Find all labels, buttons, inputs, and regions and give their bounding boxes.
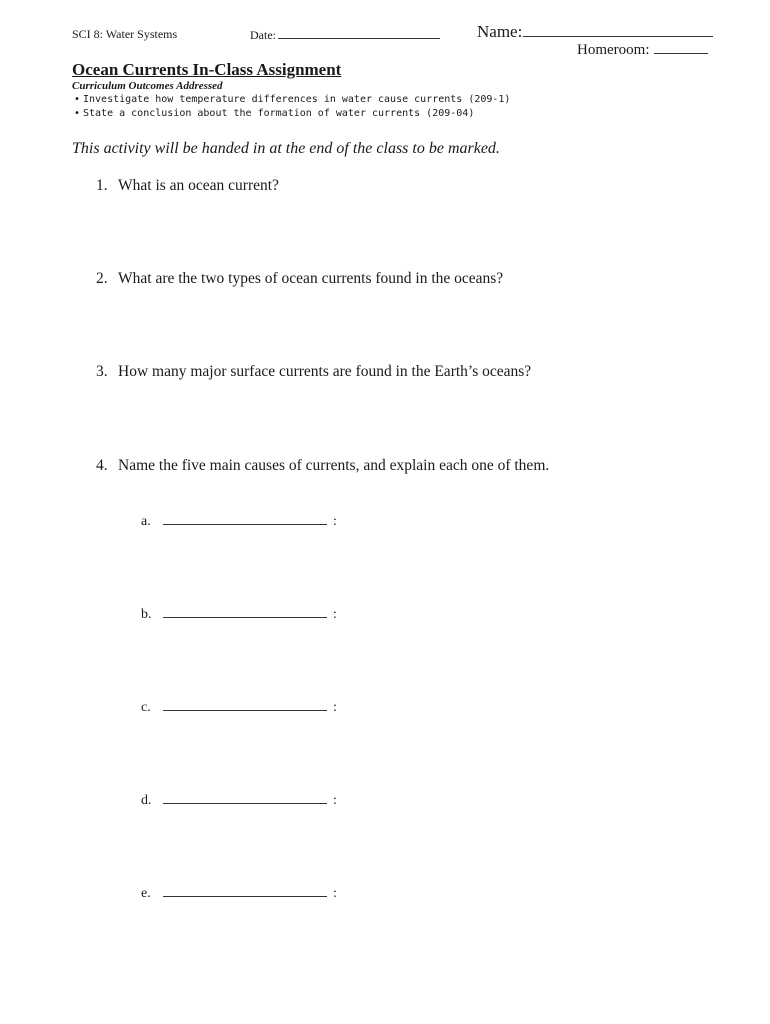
answer-colon: : xyxy=(333,793,337,808)
question-text: Name the five main causes of currents, and explain each one of them. xyxy=(118,457,550,474)
answer-blank-line[interactable] xyxy=(163,884,327,897)
answer-colon: : xyxy=(333,700,337,715)
question-number: 2. xyxy=(96,270,108,287)
outcome-text: Investigate how temperature differences in water cause currents (209-1) xyxy=(83,94,511,105)
answer-letter: e. xyxy=(141,886,151,901)
answer-row-b xyxy=(141,605,337,623)
homeroom-field[interactable] xyxy=(577,41,708,59)
question-2 xyxy=(96,270,503,288)
answer-letter: d. xyxy=(141,793,152,808)
question-number: 3. xyxy=(96,363,108,380)
outcome-text: State a conclusion about the formation of water currents (209-04) xyxy=(83,108,475,119)
answer-blank-line[interactable] xyxy=(163,512,327,525)
question-1 xyxy=(96,177,279,195)
outcomes-heading: Curriculum Outcomes Addressed xyxy=(72,80,223,92)
answer-row-e xyxy=(141,884,337,902)
question-text: How many major surface currents are found in the Earth’s oceans? xyxy=(118,363,532,380)
answer-row-a xyxy=(141,512,337,530)
answer-letter: a. xyxy=(141,514,151,529)
date-field[interactable] xyxy=(250,27,440,43)
answer-letter: c. xyxy=(141,700,151,715)
answer-colon: : xyxy=(333,514,337,529)
bullet-icon: • xyxy=(74,108,81,119)
question-3 xyxy=(96,363,531,381)
outcome-item xyxy=(74,94,510,105)
instruction-note: This activity will be handed in at the end of the class to be marked. xyxy=(72,140,500,157)
homeroom-blank-line[interactable] xyxy=(654,41,708,54)
answer-colon: : xyxy=(333,607,337,622)
answer-letter: b. xyxy=(141,607,152,622)
page-title: Ocean Currents In-Class Assignment xyxy=(72,60,342,79)
question-number: 1. xyxy=(96,177,108,194)
answer-blank-line[interactable] xyxy=(163,605,327,618)
question-text: What are the two types of ocean currents found in the oceans? xyxy=(118,270,504,287)
bullet-icon: • xyxy=(74,94,81,105)
homeroom-label: Homeroom: xyxy=(577,42,650,58)
date-blank-line[interactable] xyxy=(278,27,440,39)
name-blank-line[interactable] xyxy=(523,22,713,37)
answer-row-c xyxy=(141,698,337,716)
course-label: SCI 8: Water Systems xyxy=(72,27,178,41)
answer-colon: : xyxy=(333,886,337,901)
question-text: What is an ocean current? xyxy=(118,177,279,194)
question-number: 4. xyxy=(96,457,108,474)
answer-blank-line[interactable] xyxy=(163,791,327,804)
answer-blank-line[interactable] xyxy=(163,698,327,711)
question-4 xyxy=(96,457,549,475)
name-label: Name: xyxy=(477,22,523,41)
name-field[interactable] xyxy=(477,22,713,42)
date-label: Date: xyxy=(250,28,276,42)
answer-row-d xyxy=(141,791,337,809)
outcome-item xyxy=(74,108,474,119)
